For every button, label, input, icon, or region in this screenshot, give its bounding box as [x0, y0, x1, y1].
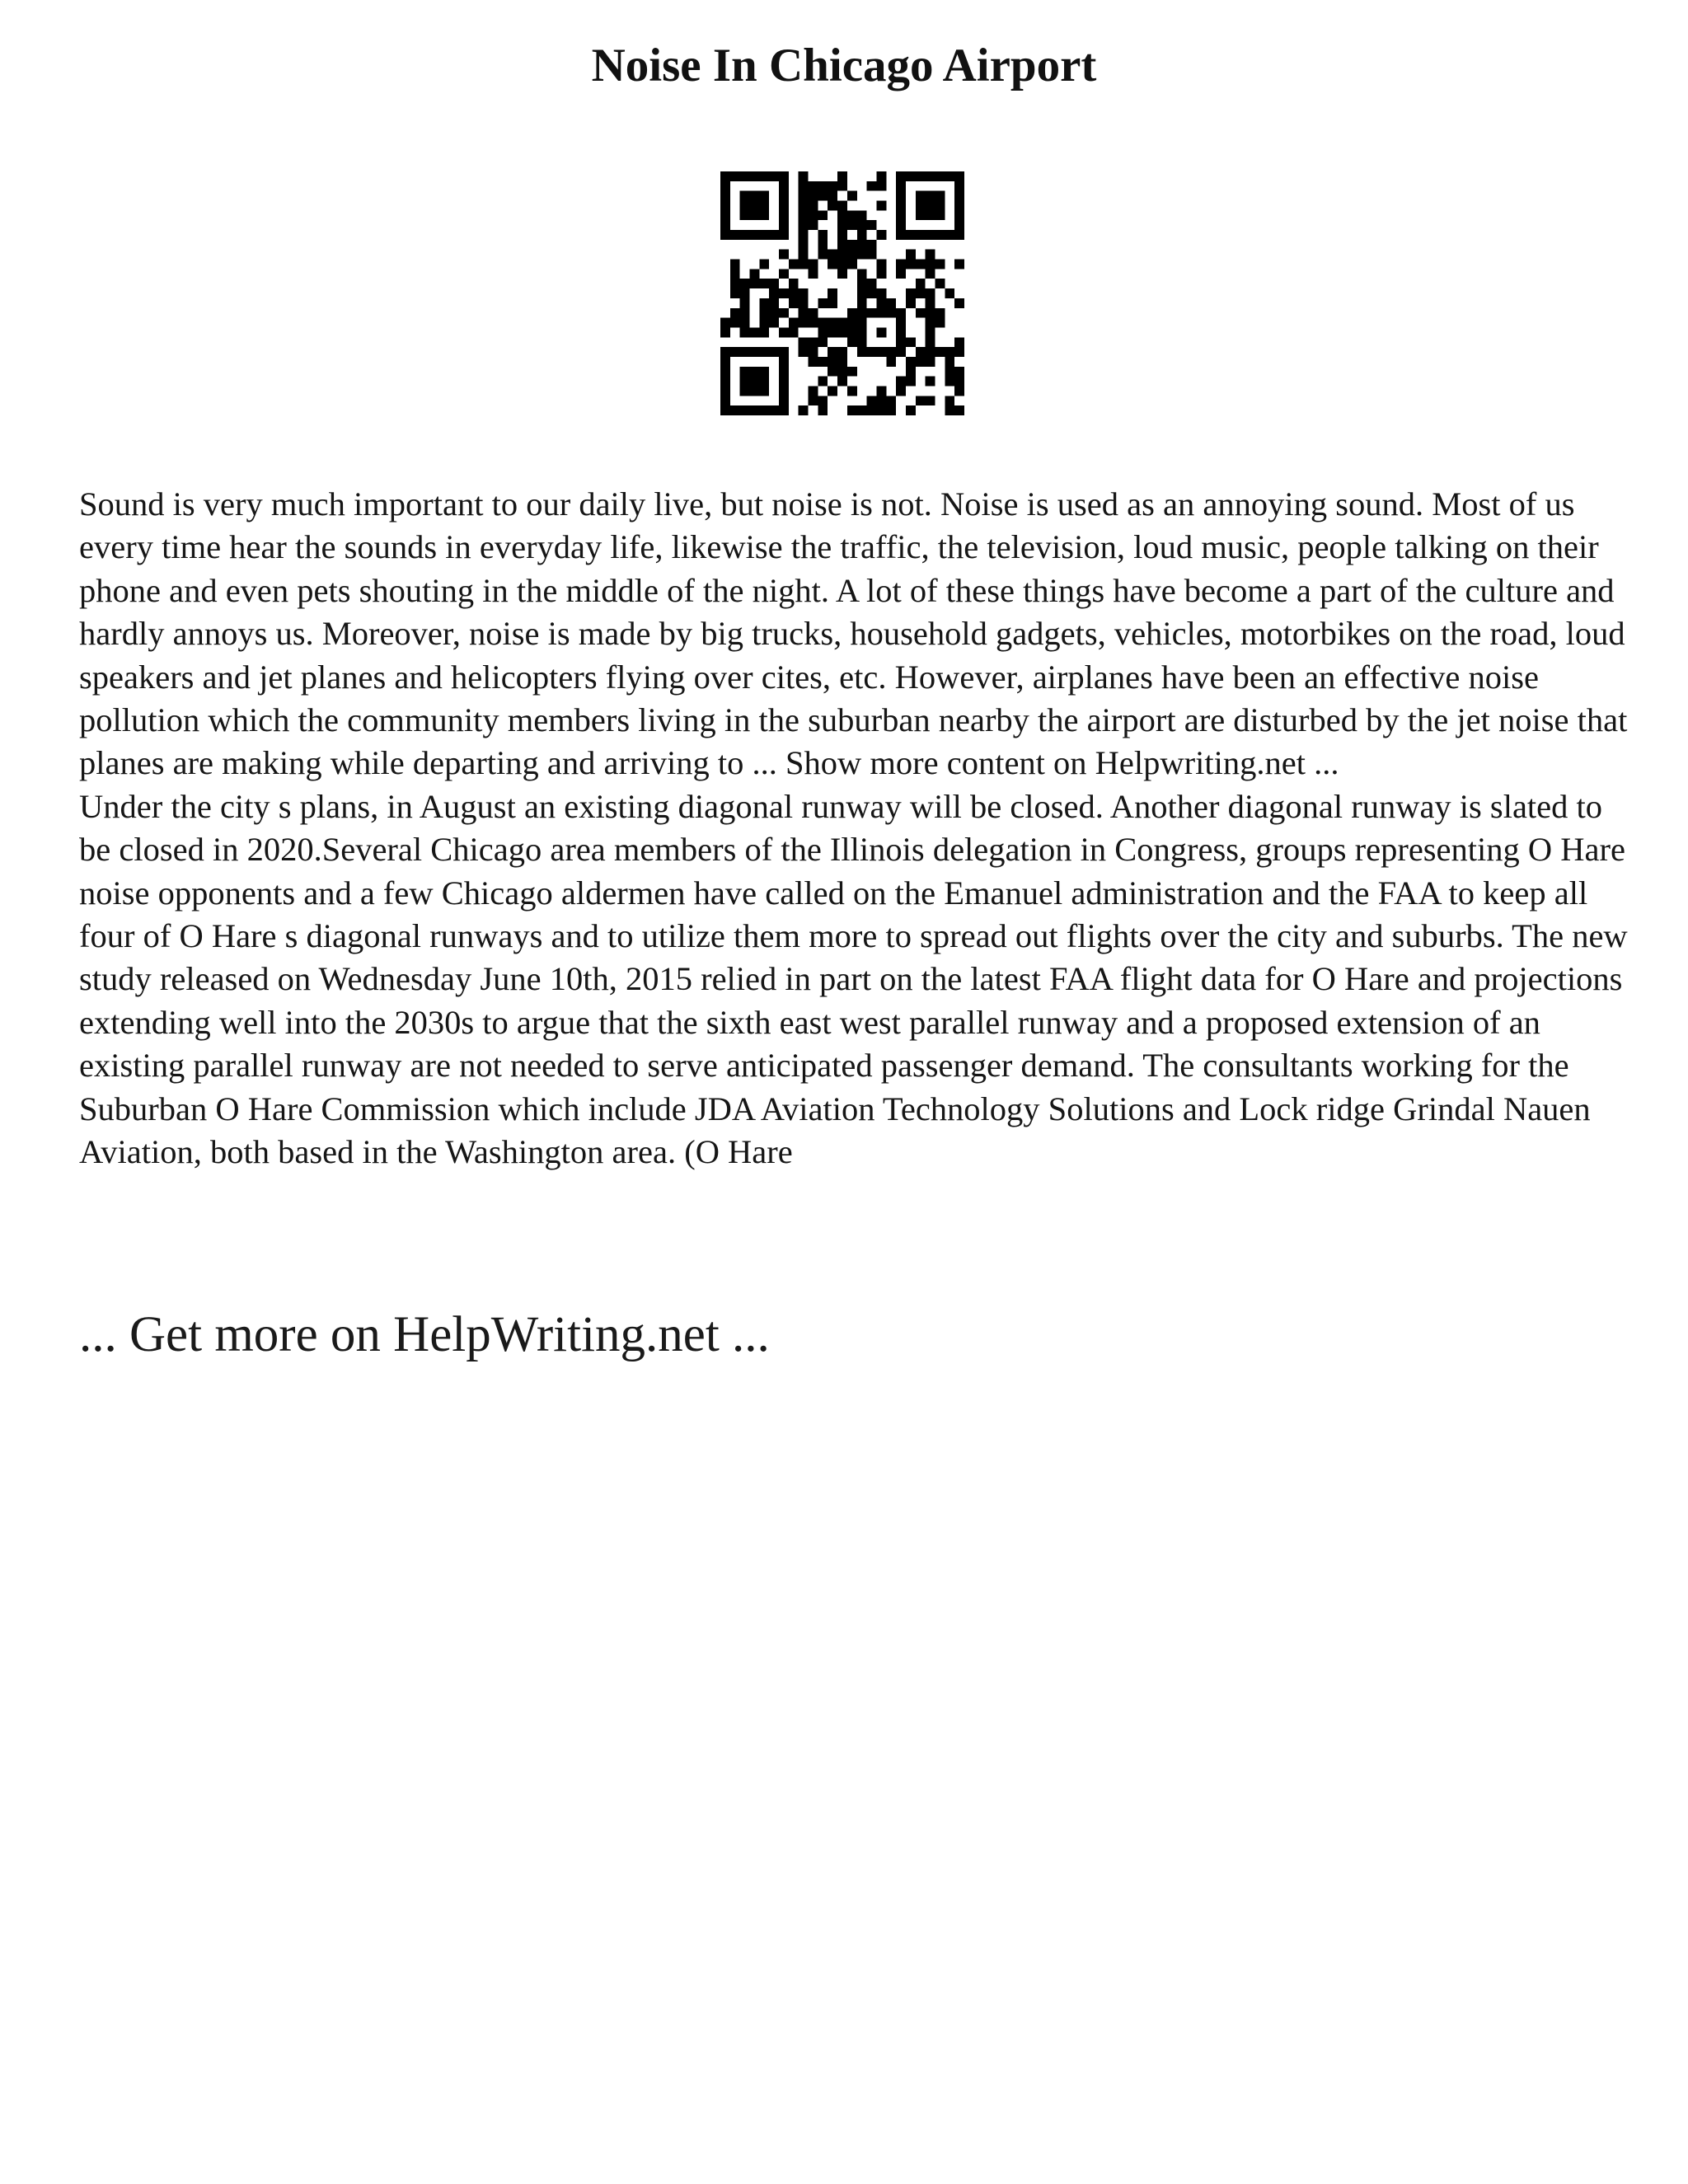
- page-title: Noise In Chicago Airport: [591, 40, 1097, 91]
- qr-code-icon: [720, 171, 964, 415]
- article-paragraph-2: Under the city s plans, in August an existing diagonal runway will be closed. Another diagonal runway is slated to be closed in 2020.Several Chicago area members of the Illinois delegation in Congress, groups representing O Hare noise opponents and a few Chicago aldermen have called on the Emanuel administration and the FAA to keep all four of O Hare s diagonal runways and to utilize them more to spread out flights over the city and suburbs. The new study released on Wednesday June 10th, 2015 relied in part on the latest FAA flight data for O Hare and projections extending well into the 2030s to argue that the sixth east west parallel runway and a proposed extension of an existing parallel runway are not needed to serve anticipated passenger demand. The consultants working for the Suburban O Hare Commission which include JDA Aviation Technology Solutions and Lock ridge Grindal Nauen Aviation, both based in the Washington area. (O Hare: [79, 787, 1628, 1171]
- get-more-link[interactable]: ... Get more on HelpWriting.net ...: [79, 1307, 770, 1362]
- article-paragraph-1: Sound is very much important to our daily live, but noise is not. Noise is used as an annoying sound. Most of us every time hear the sounds in everyday life, likewise the traffic, the television, loud music, people talking on their phone and even pets shouting in the middle of the night. A lot of these things have become a part of the culture and hardly annoys us. Moreover, noise is made by big trucks, household gadgets, vehicles, motorbikes on the road, loud speakers and jet planes and helicopters flying over cites, etc. However, airplanes have been an effective noise pollution which the community members living in the suburban nearby the airport are disturbed by the jet noise that planes are making while departing and arriving to ... Show more content on Helpwriting.net ...: [79, 485, 1628, 782]
- article-body: [79, 483, 1629, 1174]
